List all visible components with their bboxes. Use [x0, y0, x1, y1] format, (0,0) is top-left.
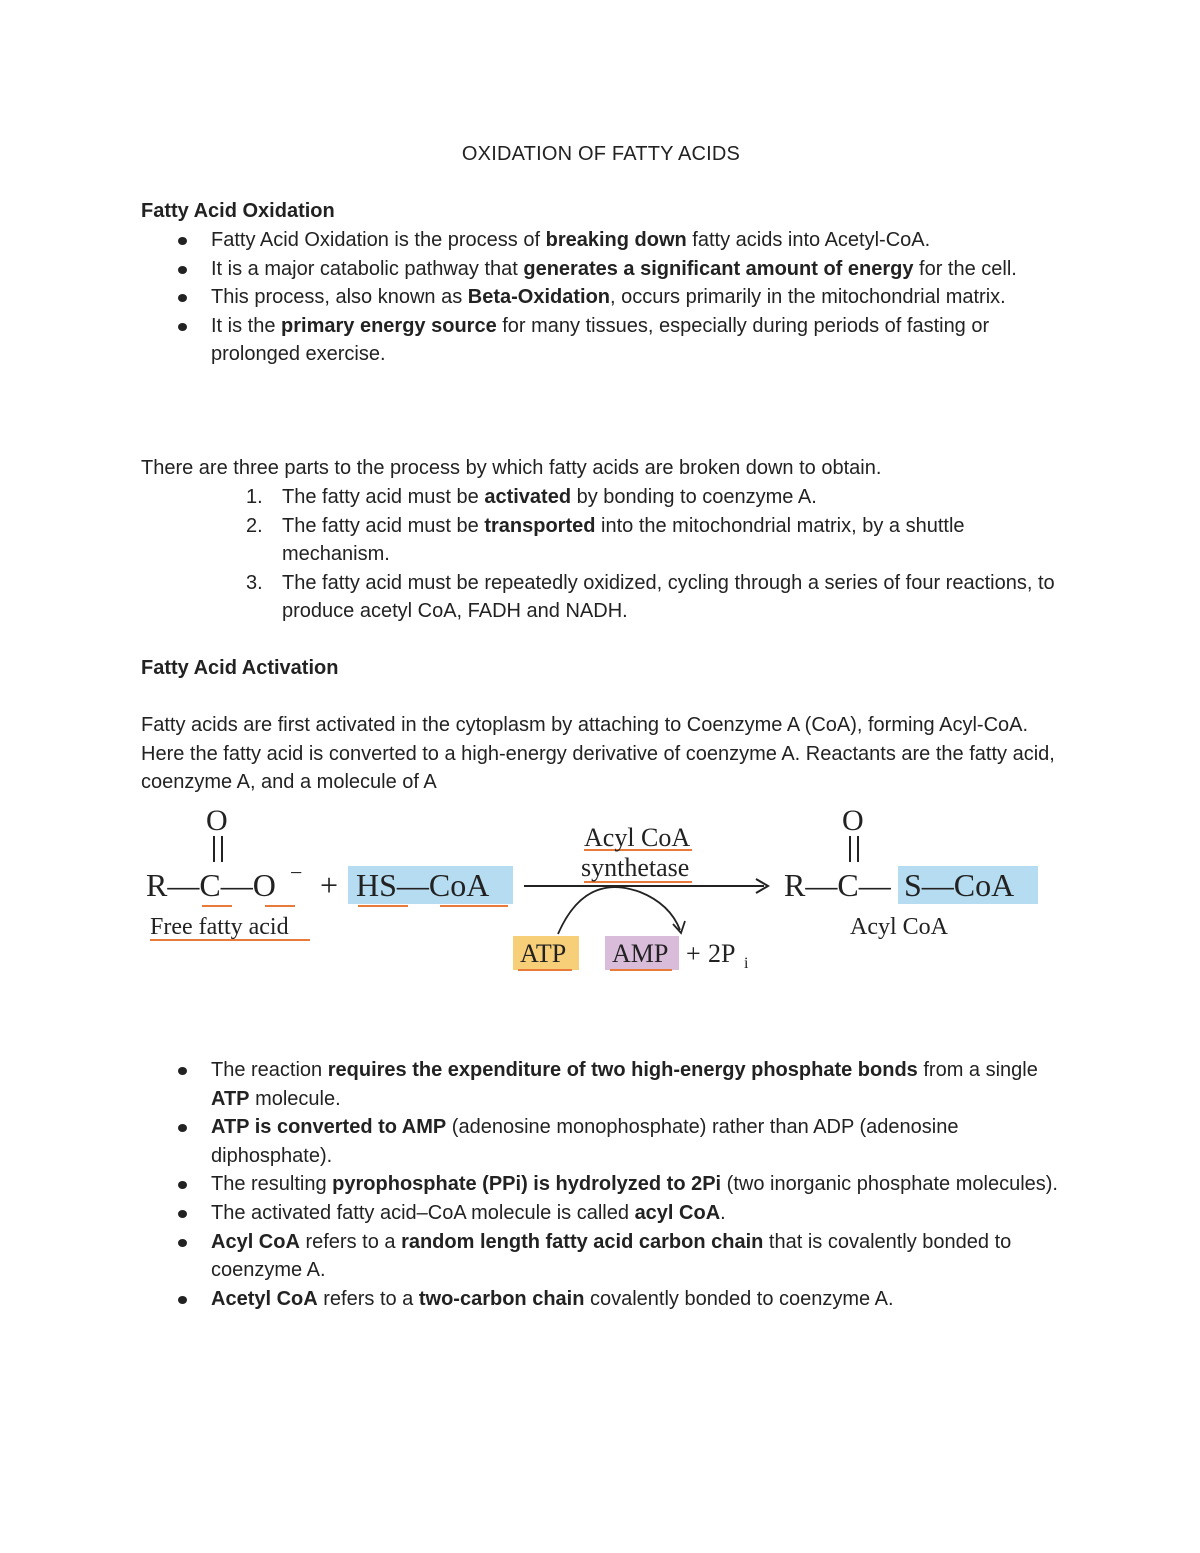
bullet-bold-text: primary energy source [281, 314, 497, 337]
list-item [141, 1199, 1061, 1228]
bullet-icon [178, 1239, 187, 1247]
bullet-icon [178, 1181, 187, 1189]
bullet-bold-text: generates a significant amount of energy [523, 257, 914, 280]
bullet-bold-text: random length fatty acid carbon chain [401, 1230, 764, 1253]
parts-intro: There are three parts to the process by which fatty acids are broken down to obtain. [141, 457, 882, 479]
bullet-text: , occurs primarily in the mitochondrial matrix. [610, 286, 1006, 309]
bullet-text: The reaction [211, 1059, 328, 1081]
bullet-text: This process, also known as [211, 286, 468, 309]
list-item [141, 512, 1061, 569]
bullet-bold-text: Acetyl CoA [211, 1287, 318, 1310]
bullet-icon [178, 294, 187, 302]
bullet-text: molecule. [249, 1087, 341, 1110]
bullet-text: . [720, 1201, 726, 1224]
atp-label: ATP [520, 939, 567, 968]
reactant-oxygen: O [206, 804, 228, 837]
step-text: The fatty acid must be repeatedly oxidized, cycling through a series of four reactions, to produce acetyl CoA, FADH and NADH. [282, 571, 1055, 623]
bullet-text: for many tissues, especially during periods of fasting or prolonged exercise. [211, 314, 990, 366]
bullet-text: from a single [917, 1059, 1038, 1081]
bullet-bold-text: acyl CoA [634, 1201, 721, 1224]
reactant-charge: − [290, 860, 303, 885]
list-number: 1. [246, 486, 263, 508]
bullet-icon [178, 1210, 187, 1218]
free-fatty-acid-label: Free fatty acid [150, 914, 289, 940]
step-text: The fatty acid must be [282, 486, 485, 508]
bullet-text: The activated fatty acid–CoA molecule is called [211, 1201, 635, 1224]
list-item [141, 1113, 1061, 1170]
bullet-icon [178, 1124, 187, 1132]
list-item [141, 569, 1061, 626]
acyl-coa-reaction-diagram [140, 800, 1050, 990]
bullet-bold-text: two-carbon chain [418, 1287, 585, 1310]
bullet-icon [178, 1296, 187, 1304]
bullet-bold-text: breaking down [545, 229, 687, 251]
list-item [141, 1170, 1061, 1199]
list-item [141, 283, 1061, 312]
phosphate-subscript: i [744, 955, 749, 972]
step-text: The fatty acid must be [282, 514, 485, 537]
list-item [141, 1285, 1061, 1314]
step-text: by bonding to coenzyme A. [571, 486, 817, 508]
bullet-text: Fatty Acid Oxidation is the process of [211, 229, 546, 251]
bullet-text: for the cell. [913, 257, 1017, 280]
amp-label: AMP [612, 939, 669, 968]
list-item [141, 1228, 1061, 1285]
plus-sign: + [686, 939, 701, 968]
heading-fatty-acid-activation: Fatty Acid Activation [141, 657, 339, 679]
list-item [141, 226, 1061, 255]
list-item [141, 483, 1061, 512]
plus-sign: + [320, 867, 339, 903]
list-item [141, 255, 1061, 284]
bullet-icon [178, 266, 187, 274]
bullet-bold-text: Acyl CoA [211, 1230, 300, 1253]
bullet-text: It is the [211, 314, 282, 337]
bullet-text: (two inorganic phosphate molecules). [721, 1173, 1058, 1196]
parts-numbered-list [141, 483, 1061, 626]
enzyme-name-line1: Acyl CoA [584, 823, 691, 852]
s-coa: S—CoA [904, 867, 1015, 903]
step-text: into the mitochondrial matrix, by a shuttle mechanism. [282, 514, 965, 566]
bullet-bold-text: pyrophosphate (PPi) is hydrolyzed to 2Pi [332, 1173, 722, 1196]
activation-paragraph: Fatty acids are first activated in the cytoplasm by attaching to Coenzyme A (CoA), forming Acyl-CoA. Here the fatty acid is converted to a high-energy derivative of coenzyme A. Reactants are the fatty acid, coenzyme A, and a molecule of A [141, 714, 1055, 794]
product-chain: R—C— [784, 867, 891, 903]
bullet-bold-text: ATP is converted to AMP [211, 1116, 447, 1139]
bullet-text: that is covalently bonded to coenzyme A. [211, 1230, 1012, 1282]
list-number: 3. [246, 571, 263, 594]
list-item [141, 312, 1061, 369]
bullet-bold-text: requires the expenditure of two high-energy phosphate bonds [327, 1059, 918, 1081]
bullet-text: refers to a [299, 1230, 402, 1253]
step-bold-text: activated [484, 486, 572, 508]
page-title: OXIDATION OF FATTY ACIDS [461, 143, 741, 165]
oxidation-bullet-list [141, 226, 1061, 369]
product-oxygen: O [842, 804, 864, 837]
bullet-bold-text: ATP [211, 1087, 250, 1110]
curved-arrow-icon [558, 887, 680, 934]
enzyme-name-line2: synthetase [581, 853, 690, 882]
bullet-bold-text: Beta-Oxidation [467, 286, 611, 309]
bullet-text: covalently bonded to coenzyme A. [584, 1287, 894, 1310]
bullet-text: refers to a [317, 1287, 419, 1310]
bullet-text: The resulting [211, 1173, 333, 1196]
activation-bullet-list [141, 1056, 1061, 1313]
bullet-text: It is a major catabolic pathway that [211, 257, 524, 280]
bullet-icon [178, 323, 187, 331]
heading-fatty-acid-oxidation: Fatty Acid Oxidation [141, 200, 335, 222]
reactant-chain: R—C—O [146, 867, 276, 903]
list-item [141, 1056, 1061, 1113]
bullet-icon [178, 1067, 187, 1075]
acyl-coa-label: Acyl CoA [850, 914, 948, 940]
bullet-icon [178, 237, 187, 245]
phosphate-label: 2P [708, 939, 736, 968]
step-bold-text: transported [484, 514, 596, 537]
bullet-text: fatty acids into Acetyl-CoA. [686, 229, 931, 251]
list-number: 2. [246, 514, 263, 537]
hs-coa: HS—CoA [356, 867, 490, 903]
bullet-text: (adenosine monophosphate) rather than ADP (adenosine diphosphate). [211, 1116, 959, 1167]
